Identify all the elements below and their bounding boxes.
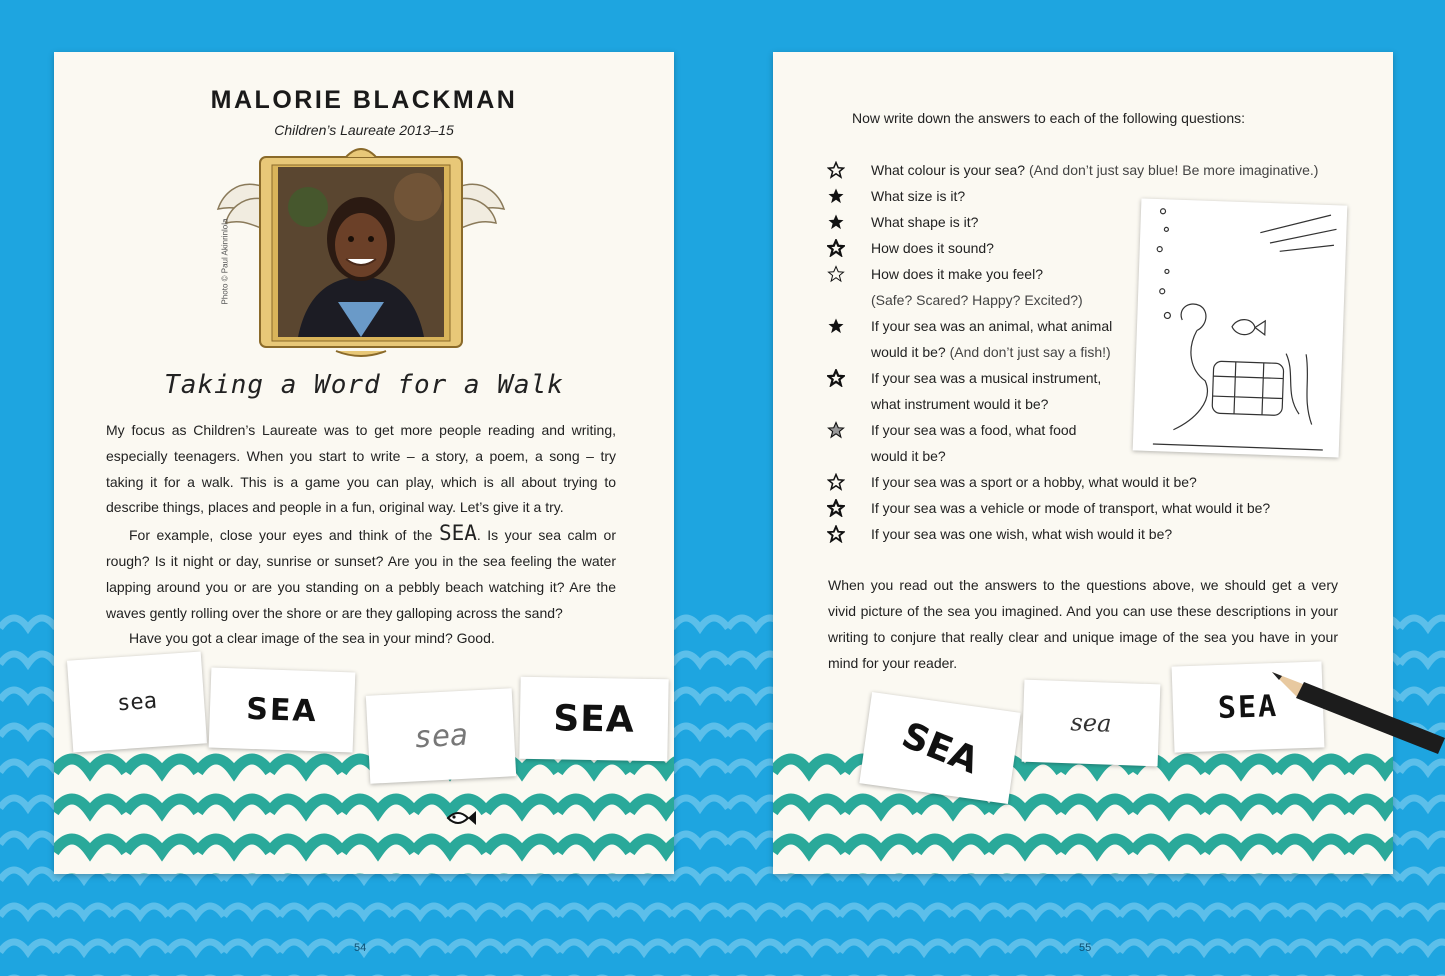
question-text: What size is it? bbox=[871, 188, 966, 204]
star-icon bbox=[827, 161, 845, 179]
question-text: would it be? bbox=[871, 344, 946, 360]
question-text: What shape is it? bbox=[871, 214, 979, 230]
word-card-7-text: SEA bbox=[1217, 688, 1279, 726]
word-card-6-text: sea bbox=[1070, 708, 1112, 738]
question-text: How does it make you feel? bbox=[871, 266, 1043, 282]
winged-frame-icon bbox=[216, 147, 506, 359]
mermaid-illustration bbox=[1133, 198, 1348, 457]
question-note: (And don’t just say blue! Be more imaginative.) bbox=[1025, 162, 1319, 178]
word-card-1-text: sea bbox=[116, 688, 158, 716]
outro-paragraph: When you read out the answers to the questions above, we should get a very vivid picture of the sea you imagined. And you can use these descriptions in your writing to conjure that really clear and unique image of the sea you have in your mind for your reader. bbox=[828, 577, 1338, 671]
author-photo bbox=[278, 167, 444, 337]
question-text: If your sea was an animal, what animal bbox=[871, 318, 1113, 334]
question-text: If your sea was a food, what food bbox=[871, 422, 1077, 438]
word-card-2-text: SEA bbox=[245, 691, 319, 729]
question-text: would it be? bbox=[871, 448, 946, 464]
fish-icon bbox=[444, 806, 478, 830]
question-note: (Safe? Scared? Happy? Excited?) bbox=[871, 292, 1083, 308]
paragraph-1: My focus as Children’s Laureate was to get more people reading and writing, especially teenagers. When you start to write – a story, a poem, a song – try taking it for a walk. This is a game you can play, which is all about trying to describe things, places and people in a fun, original way. Let’s give it a try. bbox=[106, 422, 616, 516]
word-card-5-text: SEA bbox=[895, 714, 985, 782]
question-text: What colour is your sea? bbox=[871, 162, 1026, 178]
word-card-3 bbox=[366, 688, 516, 784]
question-item bbox=[827, 521, 1347, 547]
star-icon bbox=[827, 499, 845, 517]
star-icon bbox=[827, 265, 845, 283]
word-card-6 bbox=[1022, 680, 1161, 767]
outro-text bbox=[828, 572, 1338, 676]
word-card-1 bbox=[67, 651, 207, 752]
author-subtitle: Children’s Laureate 2013–15 bbox=[274, 122, 454, 138]
left-page bbox=[54, 52, 674, 874]
star-icon bbox=[827, 525, 845, 543]
sea-word: SEA bbox=[438, 521, 477, 546]
teal-waves bbox=[54, 742, 674, 874]
question-text: If your sea was a vehicle or mode of transport, what would it be? bbox=[871, 500, 1271, 516]
question-text: what instrument would it be? bbox=[871, 396, 1049, 412]
paragraph-2-start: For example, close your eyes and think of the bbox=[129, 527, 439, 544]
question-text: How does it sound? bbox=[871, 240, 994, 256]
question-item bbox=[827, 469, 1347, 495]
question-note: (And don’t just say a fish!) bbox=[945, 344, 1111, 360]
author-name: MALORIE BLACKMAN bbox=[210, 86, 518, 114]
star-icon bbox=[827, 213, 845, 231]
question-text: If your sea was a musical instrument, bbox=[871, 370, 1102, 386]
word-card-4 bbox=[519, 677, 668, 762]
section-title: Taking a Word for a Walk bbox=[164, 370, 564, 400]
question-text: If your sea was a sport or a hobby, what would it be? bbox=[871, 474, 1197, 490]
page-number-right: 55 bbox=[1079, 942, 1092, 954]
star-icon bbox=[827, 369, 845, 387]
word-card-3-text: sea bbox=[413, 717, 469, 755]
question-item bbox=[827, 157, 1347, 183]
star-icon bbox=[827, 239, 845, 257]
word-card-4-text: SEA bbox=[552, 697, 636, 741]
question-item bbox=[827, 495, 1347, 521]
body-text bbox=[106, 418, 616, 652]
word-card-2 bbox=[209, 668, 356, 753]
star-icon bbox=[827, 187, 845, 205]
paragraph-3: Have you got a clear image of the sea in your mind? Good. bbox=[129, 630, 495, 647]
star-icon bbox=[827, 473, 845, 491]
questions-intro: Now write down the answers to each of the following questions: bbox=[852, 110, 1245, 126]
photo-credit: Photo © Paul Akinrinlola bbox=[220, 218, 230, 305]
star-icon bbox=[827, 421, 845, 439]
pencil-icon bbox=[1268, 664, 1445, 754]
question-text: If your sea was one wish, what wish would it be? bbox=[871, 526, 1173, 542]
star-icon bbox=[827, 317, 845, 335]
paragraph-2-end: . Is your sea calm or rough? Is it night or day, sunrise or sunset? Are you in the sea feeling the water lapping around you or are you standing on a pebbly beach watching it? Are the waves gently rolling over the shore or are they galloping across the sand? bbox=[106, 527, 617, 621]
paragraph-2 bbox=[106, 521, 616, 626]
page-number-left: 54 bbox=[354, 942, 367, 954]
